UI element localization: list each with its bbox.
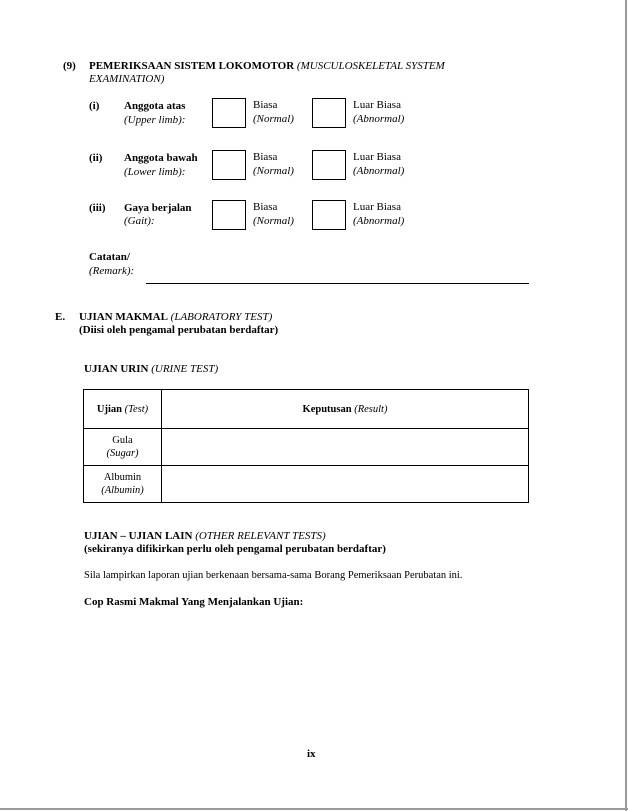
option-abnormal-label-en: (Abnormal) [353,113,405,125]
urine-test-title [84,363,218,376]
urine-test-title-ms: UJIAN URIN [84,363,149,375]
table-header-row [84,390,529,429]
normal-checkbox[interactable] [212,150,246,180]
abnormal-checkbox[interactable] [312,98,346,128]
page-edge-right [625,0,627,811]
option-abnormal-label: Luar Biasa [353,99,401,111]
table-row [84,429,529,466]
table-header-test [84,390,162,429]
result-cell-albumin[interactable] [162,466,529,503]
other-tests-title-ms: UJIAN – UJIAN LAIN [84,530,193,542]
item-label: Anggota bawah [124,152,198,164]
option-abnormal-label-en: (Abnormal) [353,165,405,177]
normal-checkbox[interactable] [212,200,246,230]
table-row [84,466,529,503]
item-label-en: (Gait): [124,215,155,227]
page-number: ix [307,748,316,760]
remark-label: Catatan/ [89,251,130,263]
section-e-title [79,311,272,324]
option-normal-label-en: (Normal) [253,165,294,177]
option-normal-label: Biasa [253,99,278,111]
section-e-title-en: (LABORATORY TEST) [170,311,273,323]
lab-stamp-label: Cop Rasmi Makmal Yang Menjalankan Ujian: [84,596,304,608]
attach-instruction: Sila lampirkan laporan ujian berkenaan bersama-sama Borang Pemeriksaan Perubatan ini. [84,570,463,581]
other-tests-subtitle: (sekiranya difikirkan perlu oleh pengamal perubatan berdaftar) [84,543,386,555]
option-abnormal-label-en: (Abnormal) [353,215,405,227]
remark-label-en: (Remark): [89,265,135,277]
test-name-en: (Albumin) [101,485,144,496]
section-9-title-en-2: EXAMINATION) [89,73,165,85]
item-number: (i) [89,100,100,112]
other-tests-title [84,530,326,543]
test-name-cell [84,429,162,466]
item-number: (ii) [89,152,103,164]
abnormal-checkbox[interactable] [312,200,346,230]
section-e-subtitle: (Diisi oleh pengamal perubatan berdaftar) [79,324,279,336]
table-header-result-ms: Keputusan [302,403,352,415]
test-name: Gula [112,435,133,446]
item-label-en: (Lower limb): [124,166,186,178]
urine-test-title-en: (URINE TEST) [151,363,219,375]
item-number: (iii) [89,202,106,214]
option-abnormal-label: Luar Biasa [353,151,401,163]
section-9-number: (9) [63,60,76,72]
table-header-test-en: (Test) [124,403,149,415]
section-e-title-ms: UJIAN MAKMAL [79,311,168,323]
option-normal-label: Biasa [253,201,278,213]
urine-test-table [83,389,529,503]
test-name: Albumin [103,472,142,483]
section-9-title-en-1: (MUSCULOSKELETAL SYSTEM [296,60,445,72]
item-label-en: (Upper limb): [124,114,186,126]
remark-input-line[interactable] [146,283,529,284]
section-9-title [89,60,445,73]
result-cell-sugar[interactable] [162,429,529,466]
page-edge-bottom [0,808,628,810]
option-normal-label-en: (Normal) [253,113,294,125]
test-name-cell [84,466,162,503]
item-label: Anggota atas [124,100,186,112]
test-name-en: (Sugar) [106,448,139,459]
abnormal-checkbox[interactable] [312,150,346,180]
table-header-test-ms: Ujian [96,403,122,415]
table-header-result [162,390,529,429]
other-tests-title-en: (OTHER RELEVANT TESTS) [195,530,326,542]
normal-checkbox[interactable] [212,98,246,128]
section-9-title-ms: PEMERIKSAAN SISTEM LOKOMOTOR [89,60,295,72]
table-header-result-en: (Result) [354,403,388,415]
option-abnormal-label: Luar Biasa [353,201,401,213]
section-e-letter: E. [55,311,66,323]
option-normal-label: Biasa [253,151,278,163]
option-normal-label-en: (Normal) [253,215,294,227]
item-label: Gaya berjalan [124,202,192,214]
